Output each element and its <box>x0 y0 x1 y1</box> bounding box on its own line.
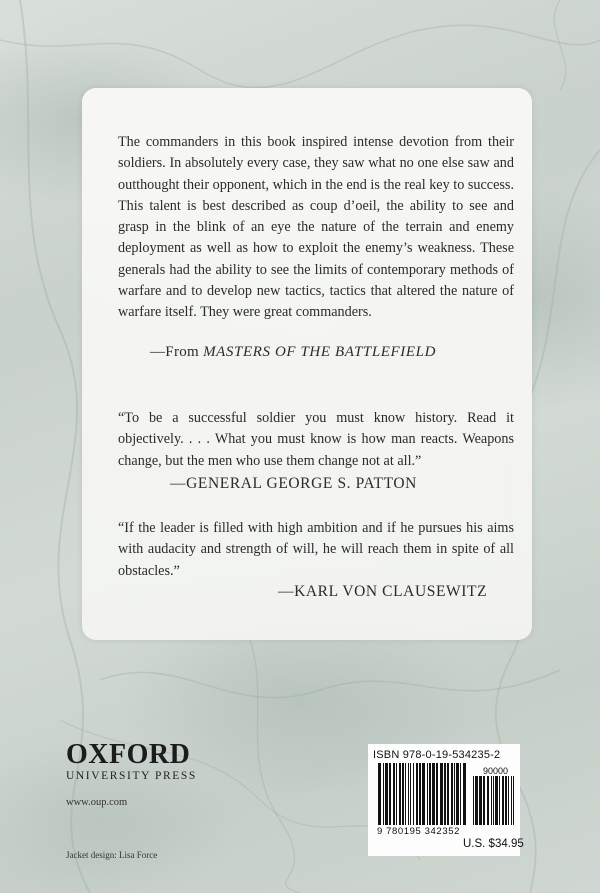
clausewitz-attribution: —KARL VON CLAUSEWITZ <box>278 583 488 600</box>
barcode-bar <box>396 763 397 825</box>
barcode-bar <box>511 776 512 825</box>
addon-number: 90000 <box>483 766 509 776</box>
addon-barcode <box>473 776 515 825</box>
barcode-bar <box>460 763 461 825</box>
barcode-bar <box>447 763 449 825</box>
price: U.S. $34.95 <box>463 838 524 850</box>
barcode-bar <box>432 763 435 825</box>
barcode-bar <box>416 763 418 825</box>
barcode-bar <box>495 776 498 825</box>
barcode-bar <box>422 763 425 825</box>
barcode-bar <box>451 763 453 825</box>
barcode-bar <box>473 776 474 825</box>
publisher-press: UNIVERSITY PRESS <box>66 770 197 782</box>
blurb-source-title: MASTERS OF THE BATTLEFIELD <box>203 344 437 360</box>
barcode-bar <box>491 776 492 825</box>
barcode-bar <box>479 776 482 825</box>
barcode-bar <box>393 763 395 825</box>
blurb-source-prefix: —From <box>150 344 204 360</box>
barcode-bar <box>456 763 459 825</box>
barcode-bar <box>378 763 381 825</box>
publisher-logo: OXFORD <box>66 739 191 770</box>
barcode-bar <box>429 763 431 825</box>
barcode-bar <box>389 763 391 825</box>
barcode-bar <box>419 763 421 825</box>
blurb-source <box>150 344 530 361</box>
barcode-bar <box>487 776 489 825</box>
barcode-bar <box>413 763 414 825</box>
barcode-bar <box>499 776 500 825</box>
clausewitz-quote: “If the leader is filled with high ambition and if he pursues his aims with audacity and strength of will, he will reach them in spite of all obstacles.” <box>118 520 514 579</box>
barcode-bar <box>493 776 494 825</box>
barcode-bar <box>454 763 455 825</box>
ean-digits: 9 780195 342352 <box>377 826 460 837</box>
ean-barcode <box>378 763 470 825</box>
publisher-website: www.oup.com <box>66 797 128 808</box>
isbn-number: ISBN 978-0-19-534235-2 <box>373 749 501 761</box>
barcode-bar <box>405 763 406 825</box>
barcode-bar <box>444 763 446 825</box>
barcode-bar <box>410 763 411 825</box>
barcode-bar <box>463 763 466 825</box>
barcode-bar <box>475 776 478 825</box>
barcode-bar <box>505 776 507 825</box>
barcode-bar <box>440 763 443 825</box>
blurb-text: The commanders in this book inspired intense devotion from their soldiers. In absolutely every case, they saw what no one else saw and outthought their opponent, which in the end is the real key to success. This talent is best described as coup d’oeil, the ability to see and grasp in the blink of an eye the nature of the terrain and enemy deployment as well as how to exploit the enemy’s weakness. These generals had the ability to see the limits of contemporary methods of warfare and to develop new tactics, tactics that altered the nature of warfare itself. They were great commanders. <box>118 134 514 321</box>
patton-attribution: —GENERAL GEORGE S. PATTON <box>170 475 417 492</box>
barcode-bar <box>383 763 384 825</box>
jacket-credit: Jacket design: Lisa Force <box>66 850 158 860</box>
barcode-bar <box>385 763 388 825</box>
barcode-bar <box>483 776 485 825</box>
barcode-bar <box>402 763 404 825</box>
barcode-bar <box>399 763 401 825</box>
barcode-bar <box>502 776 504 825</box>
barcode-bar <box>427 763 428 825</box>
barcode-bar <box>408 763 409 825</box>
patton-quote: “To be a successful soldier you must know history. Read it objectively. . . . What you must know is how man reacts. Weapons change, but the men who use them change not at all.” <box>118 410 514 469</box>
barcode-bar <box>436 763 438 825</box>
barcode-bar <box>508 776 509 825</box>
barcode-bar <box>513 776 514 825</box>
